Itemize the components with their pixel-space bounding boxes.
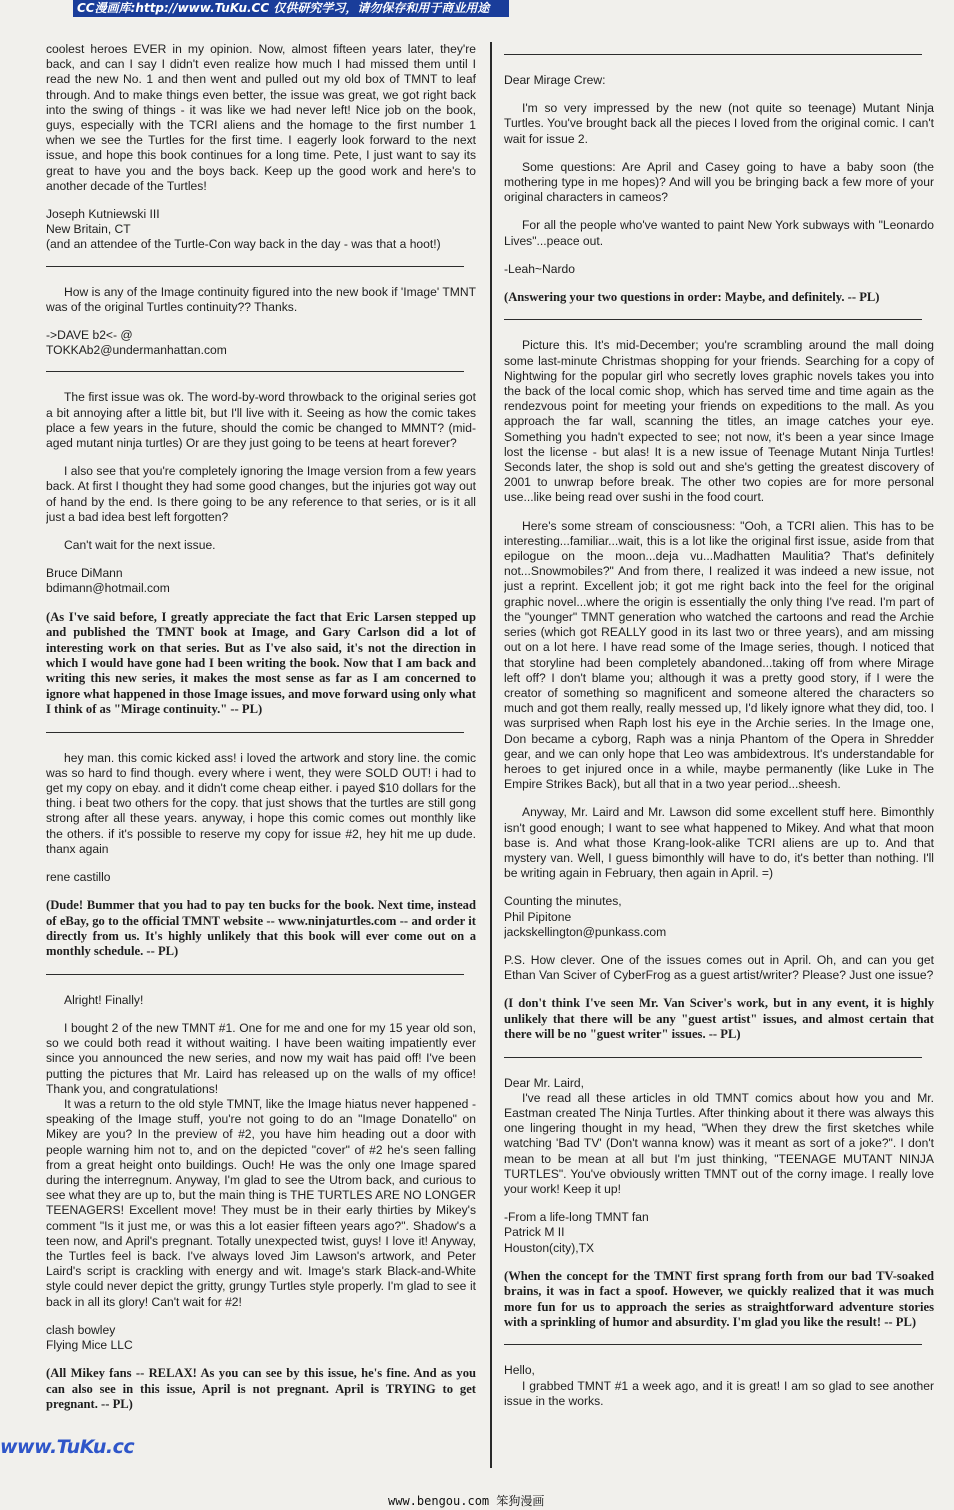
letter-paragraph: Here's some stream of consciousness: "Ooh, a TCRI alien. This has to be interesting...familiar...wait, this is a lot like the original first issue, aside from that epilogue on the moon...deja vu...Madhatten Maulitia? That's definitely not...Snowmobiles?" And from there, I realized it was indeed a new issue, not just a reprint. Excellent job; it got me right back into the feel for the original graphic novel...where the origin is essentially the only thing I've read. I'm part of the "younger" TMNT generation who watched the cartoons and read the Archie series (which got REALLY good in its last two or three years), and am missing out on a lot here. I have read some of the Image series, though. I noticed that that storyline had been completely abandoned...taking off from where Mirage left off? I don't blame you; although it was a pretty good story, if I were the creator of something so magnificent and someone altered the characters so much and got them really, really messed up, I'd likely ignore what they did, too. I was surprised when Raph lost his eye in the Archie series. In the Image one, Don became a cyborg, Raph was a ninja Phantom of the Opera in Shredder gear, and we can only hope that Leo was ambidextrous. It's understandable for heroes to get injured once in a while, maybe permanently (like Luke in The Empire Strikes Back), but all that in a two year period...sheesh. [504,518,934,792]
column-divider [490,42,492,1468]
letter-signature [46,566,476,596]
signature-line: New Britain, CT [46,222,131,237]
editor-reply: (Dude! Bummer that you had to pay ten bucks for the book. Next time, instead of eBay, go to the official TMNT website -- www.ninjaturtles.com -- and order it directly from us. It's highly unlikely that this book will ever come out on a monthly schedule. -- PL) [46,898,476,959]
letter-signature [46,1323,476,1353]
letter-paragraph: It was a return to the old style TMNT, like the Image hiatus never happened - speaking of the Image stuff, you're not going to do an "Image Donatello" on Mikey are you? In the preview of #2, you have him heading out a door with people warning him not to, and on the depicted "cover" of #2 he's seen falling from a great height onto buildings. Ouch! He was the only one Image spared during the interregnum. Anyway, I'm glad to see the Utrom back, and curious to see what they are up to, but the main thing is THE TURTLES ARE NO LONGER TEENAGERS! Excellent move! They must be in their early thirties by Mikey's comment "Is it just me, or was this a lot easier fifteen years ago?". Shadow's a teen now, and April's pregnant. Totally unexpected twist, guys! I love it! Anyway, the Turtles feel is back. I've always loved Jim Lawson's artwork, and Peter Laird's script is crackling with energy and wit. Image's stark Black-and-White style could never depict the gritty, grungy Turtles style properly. I'm glad to see it back in all its glory! Can't wait for #2! [46,1097,476,1309]
letter-signature [504,262,934,277]
signature-line: -Leah~Nardo [504,261,575,276]
footer-credit: www.bengou.com 笨狗漫画 [388,1494,545,1508]
letter-paragraph: For all the people who've wanted to paint New York subways with "Leonardo Lives"...peace out. [504,218,934,248]
letters-column-right [504,42,934,1472]
letter-signature [46,870,476,885]
editor-reply: (All Mikey fans -- RELAX! As you can see by this issue, he's fine. And as you can also see in this issue, April is not pregnant. April is TRYING to get pregnant. -- PL) [46,1366,476,1412]
signature-line: jackskellington@punkass.com [504,924,667,939]
letter-signature [504,894,934,940]
signature-line: Phil Pipitone [504,909,572,924]
letters-column-left [46,42,476,1472]
letter-paragraph: Alright! Finally! [64,992,144,1007]
signature-line: (and an attendee of the Turtle-Con way back in the day - was that a hoot!) [46,237,441,252]
editor-reply: (When the concept for the TMNT first sprang forth from our bad TV-soaked brains, it was in fact a spoof. However, we quickly realized that it was much more fun for us to approach the series as straightforward adventure stories with a sprinkling of humor and absurdity. I'm glad you like the result! -- PL) [504,1268,934,1330]
letter-paragraph: The first issue was ok. The word-by-word throwback to the original series got a bit annoying after a little bit, but I'll live with it. Seeing as how the comic takes place a few years in the future, should the comic be changed to MMNT? (mid-aged mutant ninja turtles) Or are they just going to be teens at heart forever? [46,390,476,451]
signature-line: Flying Mice LLC [46,1338,133,1353]
letter-signature [504,1210,934,1256]
site-watermark: www.TuKu.cc [0,1436,135,1458]
letter-divider [504,54,922,55]
letter-paragraph: hey man. this comic kicked ass! i loved the artwork and story line. the comic was so hard to find though. every where i went, they were SOLD OUT! i had to get my copy on ebay. and it didn't come cheap either. i payed $10 dollars for the thing. i beat two others for the copy. that just shows that the turtles are still gong strong after all these years. anyway, i hope this comic comes out monthly like the others. if it's possible to reserve my copy for issue #2, hey hit me up dude. thanx again [46,750,476,856]
signature-line: rene castillo [46,869,111,884]
letter-paragraph: Some questions: Are April and Casey going to have a baby soon (the mothering type in me hopes)? And will you be bringing back a few more of your original characters in cameos? [504,159,934,205]
signature-line: Counting the minutes, [504,894,622,909]
letter-paragraph: I've read all these articles in old TMNT comics about how you and Mr. Eastman created The Ninja Turtles. After thinking about it there was always this one lingering thought in my head, "When they drew the first sketches while watching 'Bad TV' (Don't wanna know) was it meant as sort of a joke?". I don't mean to be mean at all but I'm just thinking, "TEENAGE MUTANT NINJA TURTLES". You've obviously written TMNT out of the corny image. I really love your work! Keep it up! [504,1090,934,1196]
signature-line: Bruce DiMann [46,566,123,581]
letter-paragraph: I bought 2 of the new TMNT #1. One for me and one for my 15 year old son, so we could both read it without waiting. I have been waiting impatiently ever since you announced the new series, and now my wait has paid off! I've been putting the pictures that Mr. Laird has released up on the walls of my office! Thank you, and congratulations! [46,1020,476,1096]
editor-reply: (Answering your two questions in order: Maybe, and definitely. -- PL) [504,290,880,305]
letter-signature [46,328,476,358]
letter-paragraph: I grabbed TMNT #1 a week ago, and it is great! I am so glad to see another issue in the works. [504,1378,934,1408]
signature-line: TOKKAb2@undermanhattan.com [46,343,227,358]
signature-line: -From a life-long TMNT fan [504,1210,649,1225]
letter-paragraph: Anyway, Mr. Laird and Mr. Lawson did some excellent stuff here. Bimonthly isn't good enough; I want to see what happened to Mikey. And what that moon base is. And what those Krang-look-alike TCRI aliens are up to. And that mystery van. Well, I guess bimonthly will have to do, it's better than nothing. I'll be writing again in February, then again in April. =) [504,805,934,881]
letter-paragraph: P.S. How clever. One of the issues comes out in April. Oh, and can you get Ethan Van Sciver of CyberFrog as a guest artist/writer? Please? Just one issue? [504,952,934,983]
letter-signature [46,207,476,253]
letter-divider [504,1057,922,1058]
signature-line: Patrick M II [504,1225,565,1240]
salutation-line: Hello, [504,1363,535,1378]
letter-paragraph: I'm so very impressed by the new (not quite so teenage) Mutant Ninja Turtles. You've brought back all the pieces I loved from the original comic. I can't wait for issue 2. [504,101,934,146]
letter-salutation [504,73,934,88]
letter-paragraph: I also see that you're completely ignoring the Image version from a few years back. At first I thought they had some good changes, but the injuries got way out of hand by the end. Is there going to be any reference to that series, or is it all just a bad idea best left forgotten? [46,464,476,524]
letter-divider [46,732,464,733]
letter-divider [46,974,464,975]
editor-reply: (I don't think I've seen Mr. Van Sciver's work, but in any event, it is highly unlikely that there will be any "guest artist" issues, and almost certain that there will be no "guest writer" issues. -- PL) [504,996,934,1042]
signature-line: ->DAVE b2<- @ [46,328,133,343]
letter-paragraph: coolest heroes EVER in my opinion. Now, almost fifteen years later, they're back, and can I say I didn't even realize how much I had missed them until I read the new No. 1 and then went and pulled out my old box of TMNT to leaf through. And to make things even better, the issue was great, we got right back into the swing of things - it was like we had never left! Nice job on the book, guys, especially with the TCRI aliens and the homage to the first number 1 when we see the Turtles for the first time. I eagerly look forward to the next issue, and hope this book continues for a long time. Pete, I just want to say its great to have you and the boys back. Keep up the good work and here's to another decade of the Turtles! [46,42,476,193]
salutation-line: Dear Mirage Crew: [504,73,606,87]
letter-salutation [504,1076,934,1091]
letter-divider [504,1344,922,1345]
signature-line: bdimann@hotmail.com [46,581,170,596]
source-banner: CC漫画库:http://www.TuKu.CC 仅供研究学习，请勿保存和用于商业用途 [73,0,509,17]
letter-paragraph: Picture this. It's mid-December; you're scrambling around the mall doing some last-minute Christmas shopping for your friends. Searching for a copy of Nightwing for the popular girl who secretly loves graphic novels takes you into the back of the local comic shop, which has served time and time again as the rendezvous point for meeting your friends on expeditions to the mall. As you approach the far wall, scanning the titles, an image catches your eye. Something you hadn't expected to see; not now, it's been a year since Image lost the license - but alas! It is a new issue of Teenage Mutant Ninja Turtles! Seconds later, the shop is sold out and she's getting the greatest discovery of 2001 to unwrap before break. The other two copies are for more personal use...like being read over sushi in the food court. [504,338,934,505]
signature-line: Joseph Kutniewski III [46,207,160,222]
salutation-line: Dear Mr. Laird, [504,1075,584,1090]
letter-divider [46,371,464,372]
letter-salutation [504,1363,934,1378]
signature-line: clash bowley [46,1322,116,1337]
letter-paragraph: How is any of the Image continuity figured into the new book if 'Image' TMNT was of the original Turtles continuity?? Thanks. [46,284,476,314]
letter-divider [504,319,922,320]
signature-line: Houston(city),TX [504,1240,595,1255]
editor-reply: (As I've said before, I greatly appreciate the fact that Eric Larsen stepped up and published the TMNT book at Image, and Gary Carlson did a lot of interesting work on that series. But as I've also said, it's not the direction in which I would have gone had I been writing the book. Now that I am back and writing this new series, it makes the most sense as far as I am concerned to ignore what happened in those Image issues, and move forward using only what I think of as "Mirage continuity." -- PL) [46,609,476,717]
letter-paragraph: Can't wait for the next issue. [64,538,216,553]
letter-divider [46,266,464,267]
